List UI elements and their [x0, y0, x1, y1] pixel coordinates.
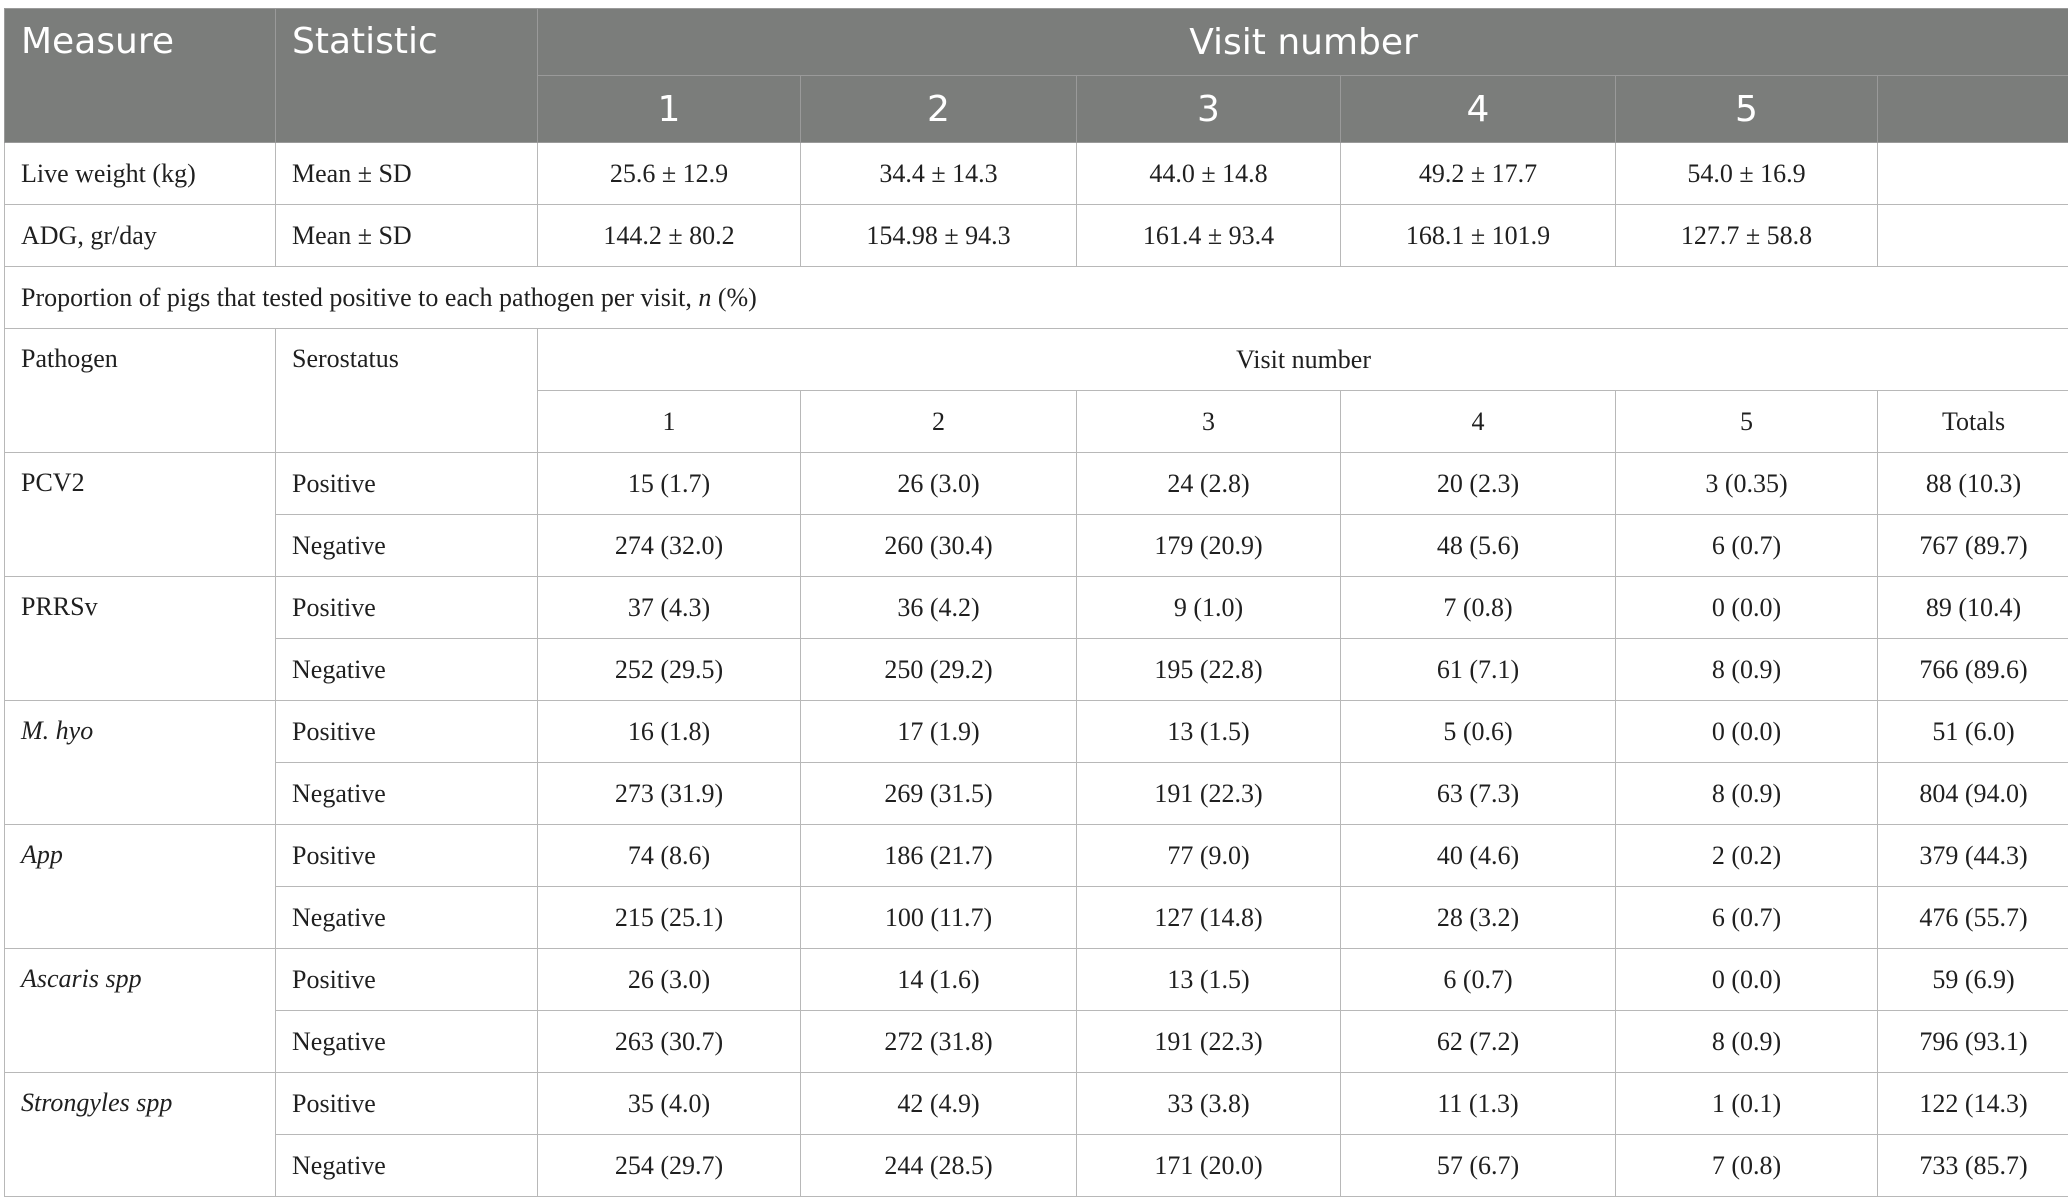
pathogen-row: [5, 639, 2068, 701]
visit-subheader-3: 3: [1077, 391, 1341, 453]
count-cell: 244 (28.5): [801, 1135, 1077, 1197]
serostatus: Negative: [276, 639, 538, 701]
pathogen-row: [5, 887, 2068, 949]
pathogen-row: [5, 763, 2068, 825]
count-cell: 6 (0.7): [1616, 515, 1878, 577]
measure-value: 144.2 ± 80.2: [538, 205, 801, 267]
measure-value: 54.0 ± 16.9: [1616, 143, 1878, 205]
total-cell: 89 (10.4): [1878, 577, 2068, 639]
count-cell: 13 (1.5): [1077, 701, 1341, 763]
visit-number-header: Visit number: [538, 9, 2068, 76]
measure-value: 127.7 ± 58.8: [1616, 205, 1878, 267]
empty-cell: [1878, 143, 2068, 205]
total-cell: 796 (93.1): [1878, 1011, 2068, 1073]
count-cell: 100 (11.7): [801, 887, 1077, 949]
pathogen-name: PCV2: [5, 453, 276, 577]
count-cell: 252 (29.5): [538, 639, 801, 701]
count-cell: 274 (32.0): [538, 515, 801, 577]
section-caption-row: [5, 267, 2068, 329]
pathogen-row: [5, 1011, 2068, 1073]
count-cell: 61 (7.1): [1341, 639, 1616, 701]
count-cell: 195 (22.8): [1077, 639, 1341, 701]
count-cell: 273 (31.9): [538, 763, 801, 825]
empty-cell: [1878, 205, 2068, 267]
pathogen-row: [5, 825, 2068, 887]
measure-value: 154.98 ± 94.3: [801, 205, 1077, 267]
count-cell: 6 (0.7): [1616, 887, 1878, 949]
count-cell: 186 (21.7): [801, 825, 1077, 887]
count-cell: 2 (0.2): [1616, 825, 1878, 887]
total-cell: 379 (44.3): [1878, 825, 2068, 887]
count-cell: 8 (0.9): [1616, 1011, 1878, 1073]
count-cell: 8 (0.9): [1616, 639, 1878, 701]
count-cell: 13 (1.5): [1077, 949, 1341, 1011]
count-cell: 272 (31.8): [801, 1011, 1077, 1073]
statistic-name: Mean ± SD: [276, 205, 538, 267]
count-cell: 36 (4.2): [801, 577, 1077, 639]
count-cell: 260 (30.4): [801, 515, 1077, 577]
serostatus: Positive: [276, 453, 538, 515]
serostatus: Positive: [276, 577, 538, 639]
pathogen-name: Ascaris spp: [5, 949, 276, 1073]
pathogen-row: [5, 515, 2068, 577]
count-cell: 5 (0.6): [1341, 701, 1616, 763]
total-cell: 88 (10.3): [1878, 453, 2068, 515]
pathogen-header: Pathogen: [5, 329, 276, 453]
count-cell: 48 (5.6): [1341, 515, 1616, 577]
serostatus: Negative: [276, 763, 538, 825]
blank-header-cell: [1878, 76, 2068, 143]
total-cell: 51 (6.0): [1878, 701, 2068, 763]
pathogen-row: [5, 949, 2068, 1011]
totals-subheader: Totals: [1878, 391, 2068, 453]
count-cell: 40 (4.6): [1341, 825, 1616, 887]
total-cell: 767 (89.7): [1878, 515, 2068, 577]
count-cell: 215 (25.1): [538, 887, 801, 949]
count-cell: 42 (4.9): [801, 1073, 1077, 1135]
visit-header-2: 2: [801, 76, 1077, 143]
serostatus: Positive: [276, 825, 538, 887]
count-cell: 35 (4.0): [538, 1073, 801, 1135]
measure-header: Measure: [5, 9, 276, 143]
visit-header-4: 4: [1341, 76, 1616, 143]
count-cell: 1 (0.1): [1616, 1073, 1878, 1135]
visit-number-subheader: Visit number: [538, 329, 2068, 391]
section-caption: [5, 267, 2068, 329]
count-cell: 127 (14.8): [1077, 887, 1341, 949]
count-cell: 254 (29.7): [538, 1135, 801, 1197]
measure-row: [5, 143, 2068, 205]
measure-value: 34.4 ± 14.3: [801, 143, 1077, 205]
statistic-header: Statistic: [276, 9, 538, 143]
pathogen-name: Strongyles spp: [5, 1073, 276, 1197]
pathogen-name: M. hyo: [5, 701, 276, 825]
measure-name: Live weight (kg): [5, 143, 276, 205]
pathogen-name: App: [5, 825, 276, 949]
pathogen-row: [5, 701, 2068, 763]
measure-value: 44.0 ± 14.8: [1077, 143, 1341, 205]
count-cell: 6 (0.7): [1341, 949, 1616, 1011]
serostatus: Positive: [276, 1073, 538, 1135]
measure-value: 168.1 ± 101.9: [1341, 205, 1616, 267]
subheader-row: [5, 329, 2068, 391]
total-cell: 766 (89.6): [1878, 639, 2068, 701]
serostatus: Positive: [276, 949, 538, 1011]
pathogen-row: [5, 1073, 2068, 1135]
count-cell: 11 (1.3): [1341, 1073, 1616, 1135]
caption-text: Proportion of pigs that tested positive to each pathogen per visit,: [21, 282, 699, 312]
count-cell: 0 (0.0): [1616, 701, 1878, 763]
count-cell: 57 (6.7): [1341, 1135, 1616, 1197]
visit-header-1: 1: [538, 76, 801, 143]
pathogen-row: [5, 1135, 2068, 1197]
count-cell: 37 (4.3): [538, 577, 801, 639]
count-cell: 0 (0.0): [1616, 577, 1878, 639]
count-cell: 269 (31.5): [801, 763, 1077, 825]
count-cell: 7 (0.8): [1616, 1135, 1878, 1197]
serostatus: Negative: [276, 515, 538, 577]
results-table: [4, 8, 2068, 1197]
pathogen-row: [5, 577, 2068, 639]
statistic-name: Mean ± SD: [276, 143, 538, 205]
total-cell: 59 (6.9): [1878, 949, 2068, 1011]
serostatus-header: Serostatus: [276, 329, 538, 453]
total-cell: 476 (55.7): [1878, 887, 2068, 949]
count-cell: 0 (0.0): [1616, 949, 1878, 1011]
count-cell: 62 (7.2): [1341, 1011, 1616, 1073]
total-cell: 733 (85.7): [1878, 1135, 2068, 1197]
count-cell: 17 (1.9): [801, 701, 1077, 763]
table-header: [5, 9, 2068, 143]
count-cell: 191 (22.3): [1077, 1011, 1341, 1073]
count-cell: 20 (2.3): [1341, 453, 1616, 515]
count-cell: 63 (7.3): [1341, 763, 1616, 825]
count-cell: 33 (3.8): [1077, 1073, 1341, 1135]
visit-subheader-2: 2: [801, 391, 1077, 453]
count-cell: 191 (22.3): [1077, 763, 1341, 825]
visit-header-3: 3: [1077, 76, 1341, 143]
serostatus: Positive: [276, 701, 538, 763]
count-cell: 171 (20.0): [1077, 1135, 1341, 1197]
measure-name: ADG, gr/day: [5, 205, 276, 267]
count-cell: 24 (2.8): [1077, 453, 1341, 515]
count-cell: 77 (9.0): [1077, 825, 1341, 887]
total-cell: 122 (14.3): [1878, 1073, 2068, 1135]
measure-value: 25.6 ± 12.9: [538, 143, 801, 205]
count-cell: 28 (3.2): [1341, 887, 1616, 949]
serostatus: Negative: [276, 1011, 538, 1073]
count-cell: 9 (1.0): [1077, 577, 1341, 639]
pathogen-row: [5, 453, 2068, 515]
count-cell: 74 (8.6): [538, 825, 801, 887]
count-cell: 14 (1.6): [801, 949, 1077, 1011]
measure-value: 161.4 ± 93.4: [1077, 205, 1341, 267]
measure-value: 49.2 ± 17.7: [1341, 143, 1616, 205]
visit-subheader-1: 1: [538, 391, 801, 453]
count-cell: 263 (30.7): [538, 1011, 801, 1073]
visit-subheader-5: 5: [1616, 391, 1878, 453]
serostatus: Negative: [276, 1135, 538, 1197]
visit-subheader-4: 4: [1341, 391, 1616, 453]
caption-n: n: [698, 282, 712, 312]
measure-row: [5, 205, 2068, 267]
results-table-container: [4, 8, 2068, 1197]
count-cell: 7 (0.8): [1341, 577, 1616, 639]
count-cell: 3 (0.35): [1616, 453, 1878, 515]
visit-header-5: 5: [1616, 76, 1878, 143]
count-cell: 26 (3.0): [801, 453, 1077, 515]
count-cell: 26 (3.0): [538, 949, 801, 1011]
total-cell: 804 (94.0): [1878, 763, 2068, 825]
serostatus: Negative: [276, 887, 538, 949]
count-cell: 15 (1.7): [538, 453, 801, 515]
count-cell: 8 (0.9): [1616, 763, 1878, 825]
count-cell: 16 (1.8): [538, 701, 801, 763]
pathogen-name: PRRSv: [5, 577, 276, 701]
caption-suffix: (%): [711, 282, 757, 312]
count-cell: 179 (20.9): [1077, 515, 1341, 577]
table-body: [5, 143, 2068, 1197]
count-cell: 250 (29.2): [801, 639, 1077, 701]
